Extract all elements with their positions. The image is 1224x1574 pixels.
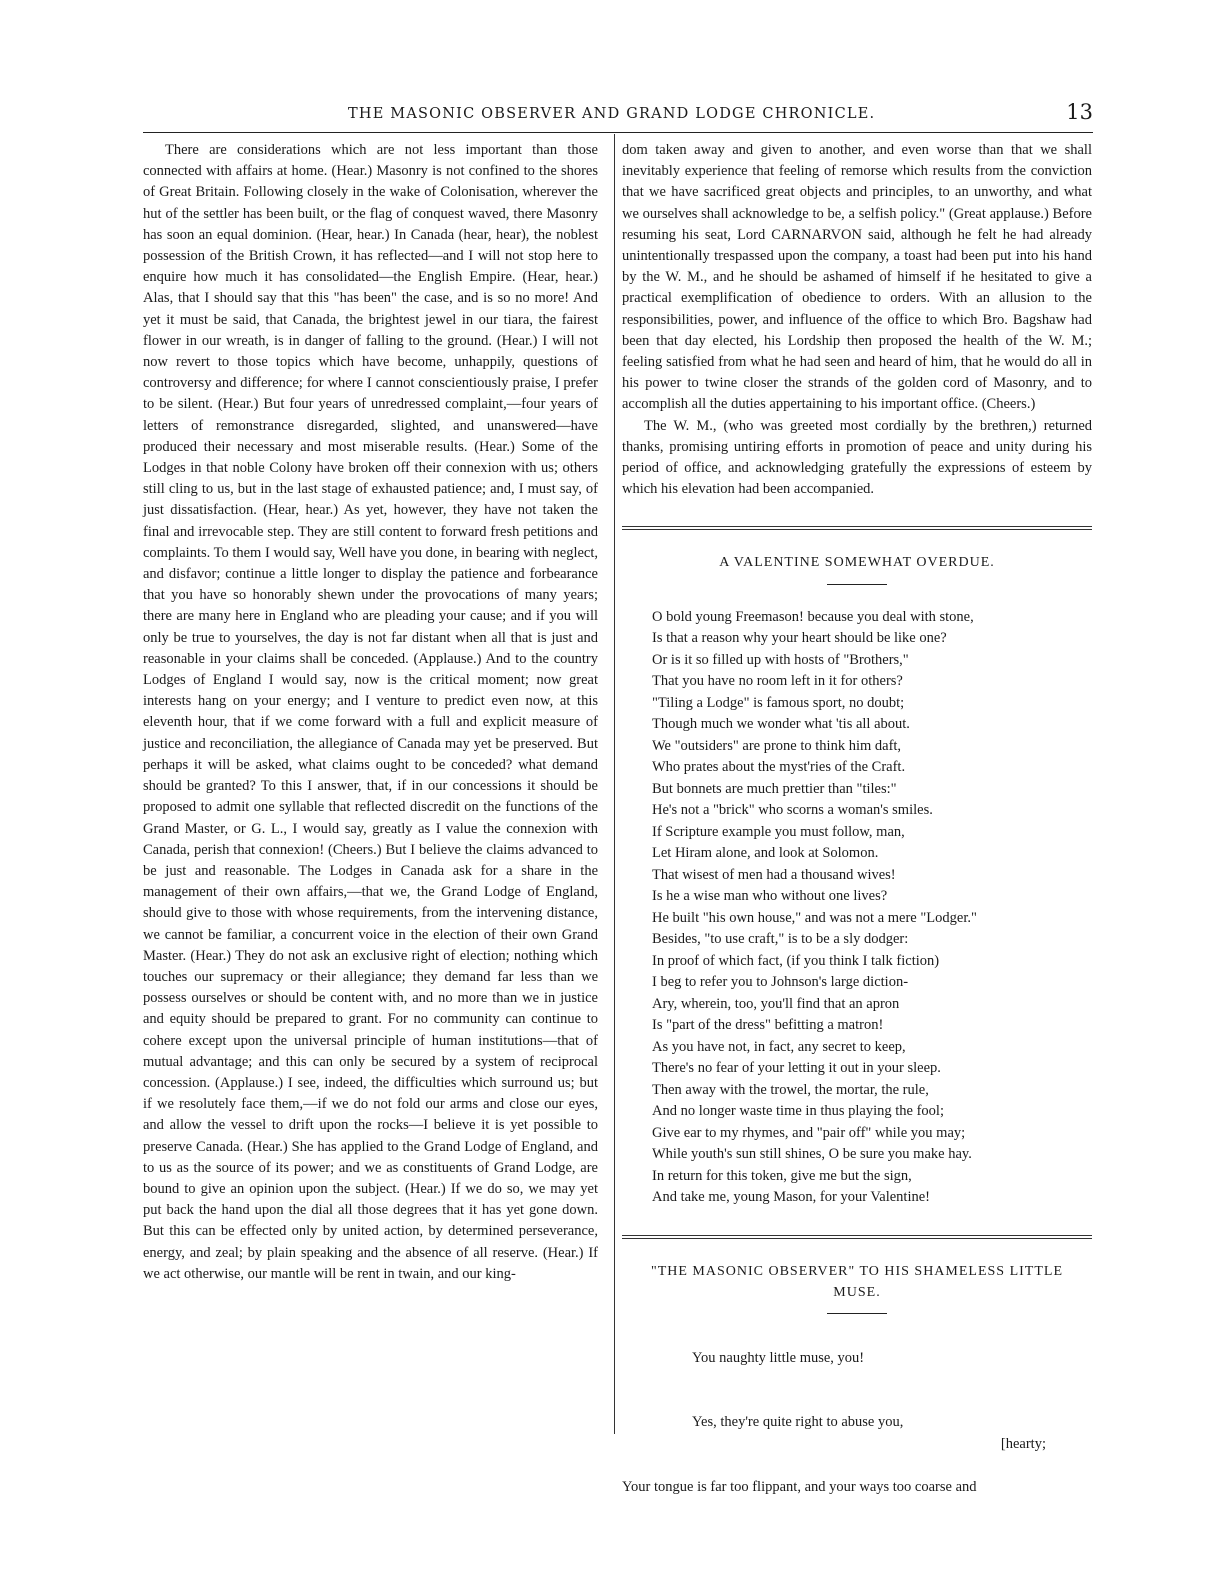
header-rule bbox=[143, 132, 1093, 133]
column-divider bbox=[614, 134, 615, 1434]
title-rule bbox=[827, 1313, 887, 1314]
muse-poem bbox=[622, 1326, 1092, 1520]
left-column bbox=[143, 140, 598, 1285]
page-header bbox=[143, 100, 1093, 128]
muse-title: "THE MASONIC OBSERVER" TO HIS SHAMELESS LITTLE MUSE. bbox=[650, 1263, 1064, 1300]
speech-paragraph: There are considerations which are not less important than those connected with affairs at home. (Hear.) Masonry is not confined to the shores of Great Britain. Following closely in the wake of Colonisation, wherever the hut of the settler has been built, or the flag of conquest waved, there Masonry has soon an equal dominion. (Hear, hear.) In Canada (hear, hear), the noblest possession of the British Crown, it has reflected—and I will not stop here to enquire how much it has consolidated—the English Empire. (Hear, hear.) Alas, that I should say that this "has been" the case, and is so no more! And yet it must be said, that Canada, the brightest jewel in our tiara, the fairest flower in our wreath, is in danger of falling to the ground. (Hear.) I will not now revert to those topics which have become, unhappily, questions of controversy and difference; for where I cannot conscientiously praise, I prefer to be silent. (Hear.) But four years of unredressed complaint,—four years of letters of remonstrance disregarded, slighted, and unanswered—have produced their necessary and most miserable results. (Hear.) Some of the Lodges in that noble Colony have broken off their connexion with us; others still cling to us, but in the last stage of exhausted patience; and, I must say, of just dissatisfaction. (Hear, hear.) As yet, however, they have not taken the final and irrevocable step. They are still content to forward fresh petitions and complaints. To them I would say, Well have you done, in bearing with neglect, and disfavor; continue a little longer to display the patience and forbearance that you have so honorably shewn under the provocations of many years; there are many here in England who are pleading your cause; and if you will only be true to yourselves, the day is not far distant when all that is just and reasonable in your claims shall be conceded. (Applause.) And to the country Lodges of England I would say, now is the critical moment; now great interests hang on your energy; and I venture to predict even now, at this eleventh hour, that if we come forward with a full and explicit measure of justice and reconciliation, the allegiance of Canada may yet be preserved. But perhaps it will be asked, what claims ought to be conceded? what demand should be granted? To this I answer, that, if in our concessions it should be proposed to admit one syllable that reflected discredit on the functions of the Grand Master, or G. L., I would say, greatly as I value the connexion with Canada, perish that connexion! (Cheers.) But I believe the claims advanced to be just and reasonable. The Lodges in Canada ask for a share in the management of their own affairs,—that we, the Grand Lodge of England, should give to those with whose requirements, from the intervening distance, we cannot be familiar, a concurrent voice in the election of their own Grand Master. (Hear.) They do not ask an exclusive right of election; nothing which touches our supremacy or their allegiance; they demand far less than we possess ourselves or should be content with, and no more than we in justice and equity should be prepared to grant. For no community can continue to cohere except upon the universal principle of human institutions—that of mutual advantage; and this can only be secured by a system of reciprocal concession. (Applause.) I see, indeed, the difficulties which surround us; but if we resolutely face them,—if we do not fold our arms and close our eyes, and allow the vessel to drift upon the rocks—I believe it is yet possible to preserve Canada. (Hear.) She has applied to the Grand Lodge of England, and to us as the source of its power; and we as constituents of Grand Lodge, are bound to give an opinion upon the subject. (Hear.) If we do so, we may yet put back the hand upon the dial all those degrees that it has yet gone down. But this can be effected only by united action, by determined perseverance, energy, and zeal; by plain speaking and the absence of all reserve. (Hear.) If we act otherwise, our mantle will be rent in twain, and our king- bbox=[143, 142, 599, 1282]
muse-line-end: [hearty; bbox=[1000, 1435, 1046, 1452]
speech-continuation: dom taken away and given to another, and even worse than that we shall inevitably experience that feeling of remorse which results from the conviction that we have sacrificed great objects and principles, to an unworthy, and what we ourselves shall acknowledge to be, a selfish policy." (Great applause.) Before resuming his seat, Lord CARNARVON said, although he felt he had already unintentionally trespassed upon the company, a toast had been put into his hand by the W. M., and he should be ashamed of himself if he hesitated to give a practical exemplification of obedience to orders. With an allusion to the responsibilities, power, and influence of the office to which Bro. Bagshaw had been that day elected, his Lordship then proposed the health of the W. M.; feeling satisfied from what he had seen and heard of him, that he would do all in his power to twine closer the strands of the golden cord of Masonry, and to accomplish all the duties appertaining to his important office. (Cheers.) bbox=[622, 142, 1092, 413]
section-divider bbox=[622, 1235, 1092, 1239]
valentine-poem: O bold young Freemason! because you deal with stone, Is that a reason why your heart should be like one? Or is it so filled up with hosts of "Brothers," That you have no room left in it for others? "Tiling a Lodge" is famous sport, no doubt; Though much we wonder what 'tis all about. We "outsiders" are prone to think him daft, Who prates about the myst'ries of the Craft. But bonnets are much prettier than "tiles:" He's not a "brick" who scorns a woman's smiles. If Scripture example you must follow, man, Let Hiram alone, and look at Solomon. That wisest of men had a thousand wives! Is he a wise man who without one lives? He built "his own house," and was not a mere "Lodger." Besides, "to use craft," is to be a sly dodger: In proof of which fact, (if you think I talk fiction) I beg to refer you to Johnson's large diction- Ary, wherein, too, you'll find that an apron Is "part of the dress" befitting a matron! As you have not, in fact, any secret to keep, There's no fear of your letting it out in your sleep. Then away with the trowel, the mortar, the rule, And no longer waste time in thus playing the fool; Give ear to my rhymes, and "pair off" while you may; While youth's sun still shines, O be sure you make hay. In return for this token, give me but the sign, And take me, young Mason, for your Valentine! bbox=[652, 608, 977, 1206]
muse-line: Your tongue is far too flippant, and your ways too coarse and bbox=[622, 1478, 977, 1495]
title-rule bbox=[827, 584, 887, 585]
muse-line-text: Yes, they're quite right to abuse you, bbox=[692, 1414, 904, 1431]
muse-line bbox=[622, 1391, 1092, 1456]
page-number: 13 bbox=[1066, 100, 1093, 124]
running-title: THE MASONIC OBSERVER AND GRAND LODGE CHRONICLE. bbox=[348, 106, 876, 122]
muse-line: You naughty little muse, you! bbox=[692, 1349, 865, 1366]
valentine-title: A VALENTINE SOMEWHAT OVERDUE. bbox=[719, 555, 995, 571]
wm-reply-paragraph: The W. M., (who was greeted most cordially by the brethren,) returned thanks, promising untiring efforts in promotion of peace and unity during his period of office, and acknowledging gratefully the expressions of esteem by which his elevation had been accompanied. bbox=[622, 417, 1092, 498]
section-divider bbox=[622, 526, 1092, 530]
right-column bbox=[622, 140, 1092, 1520]
